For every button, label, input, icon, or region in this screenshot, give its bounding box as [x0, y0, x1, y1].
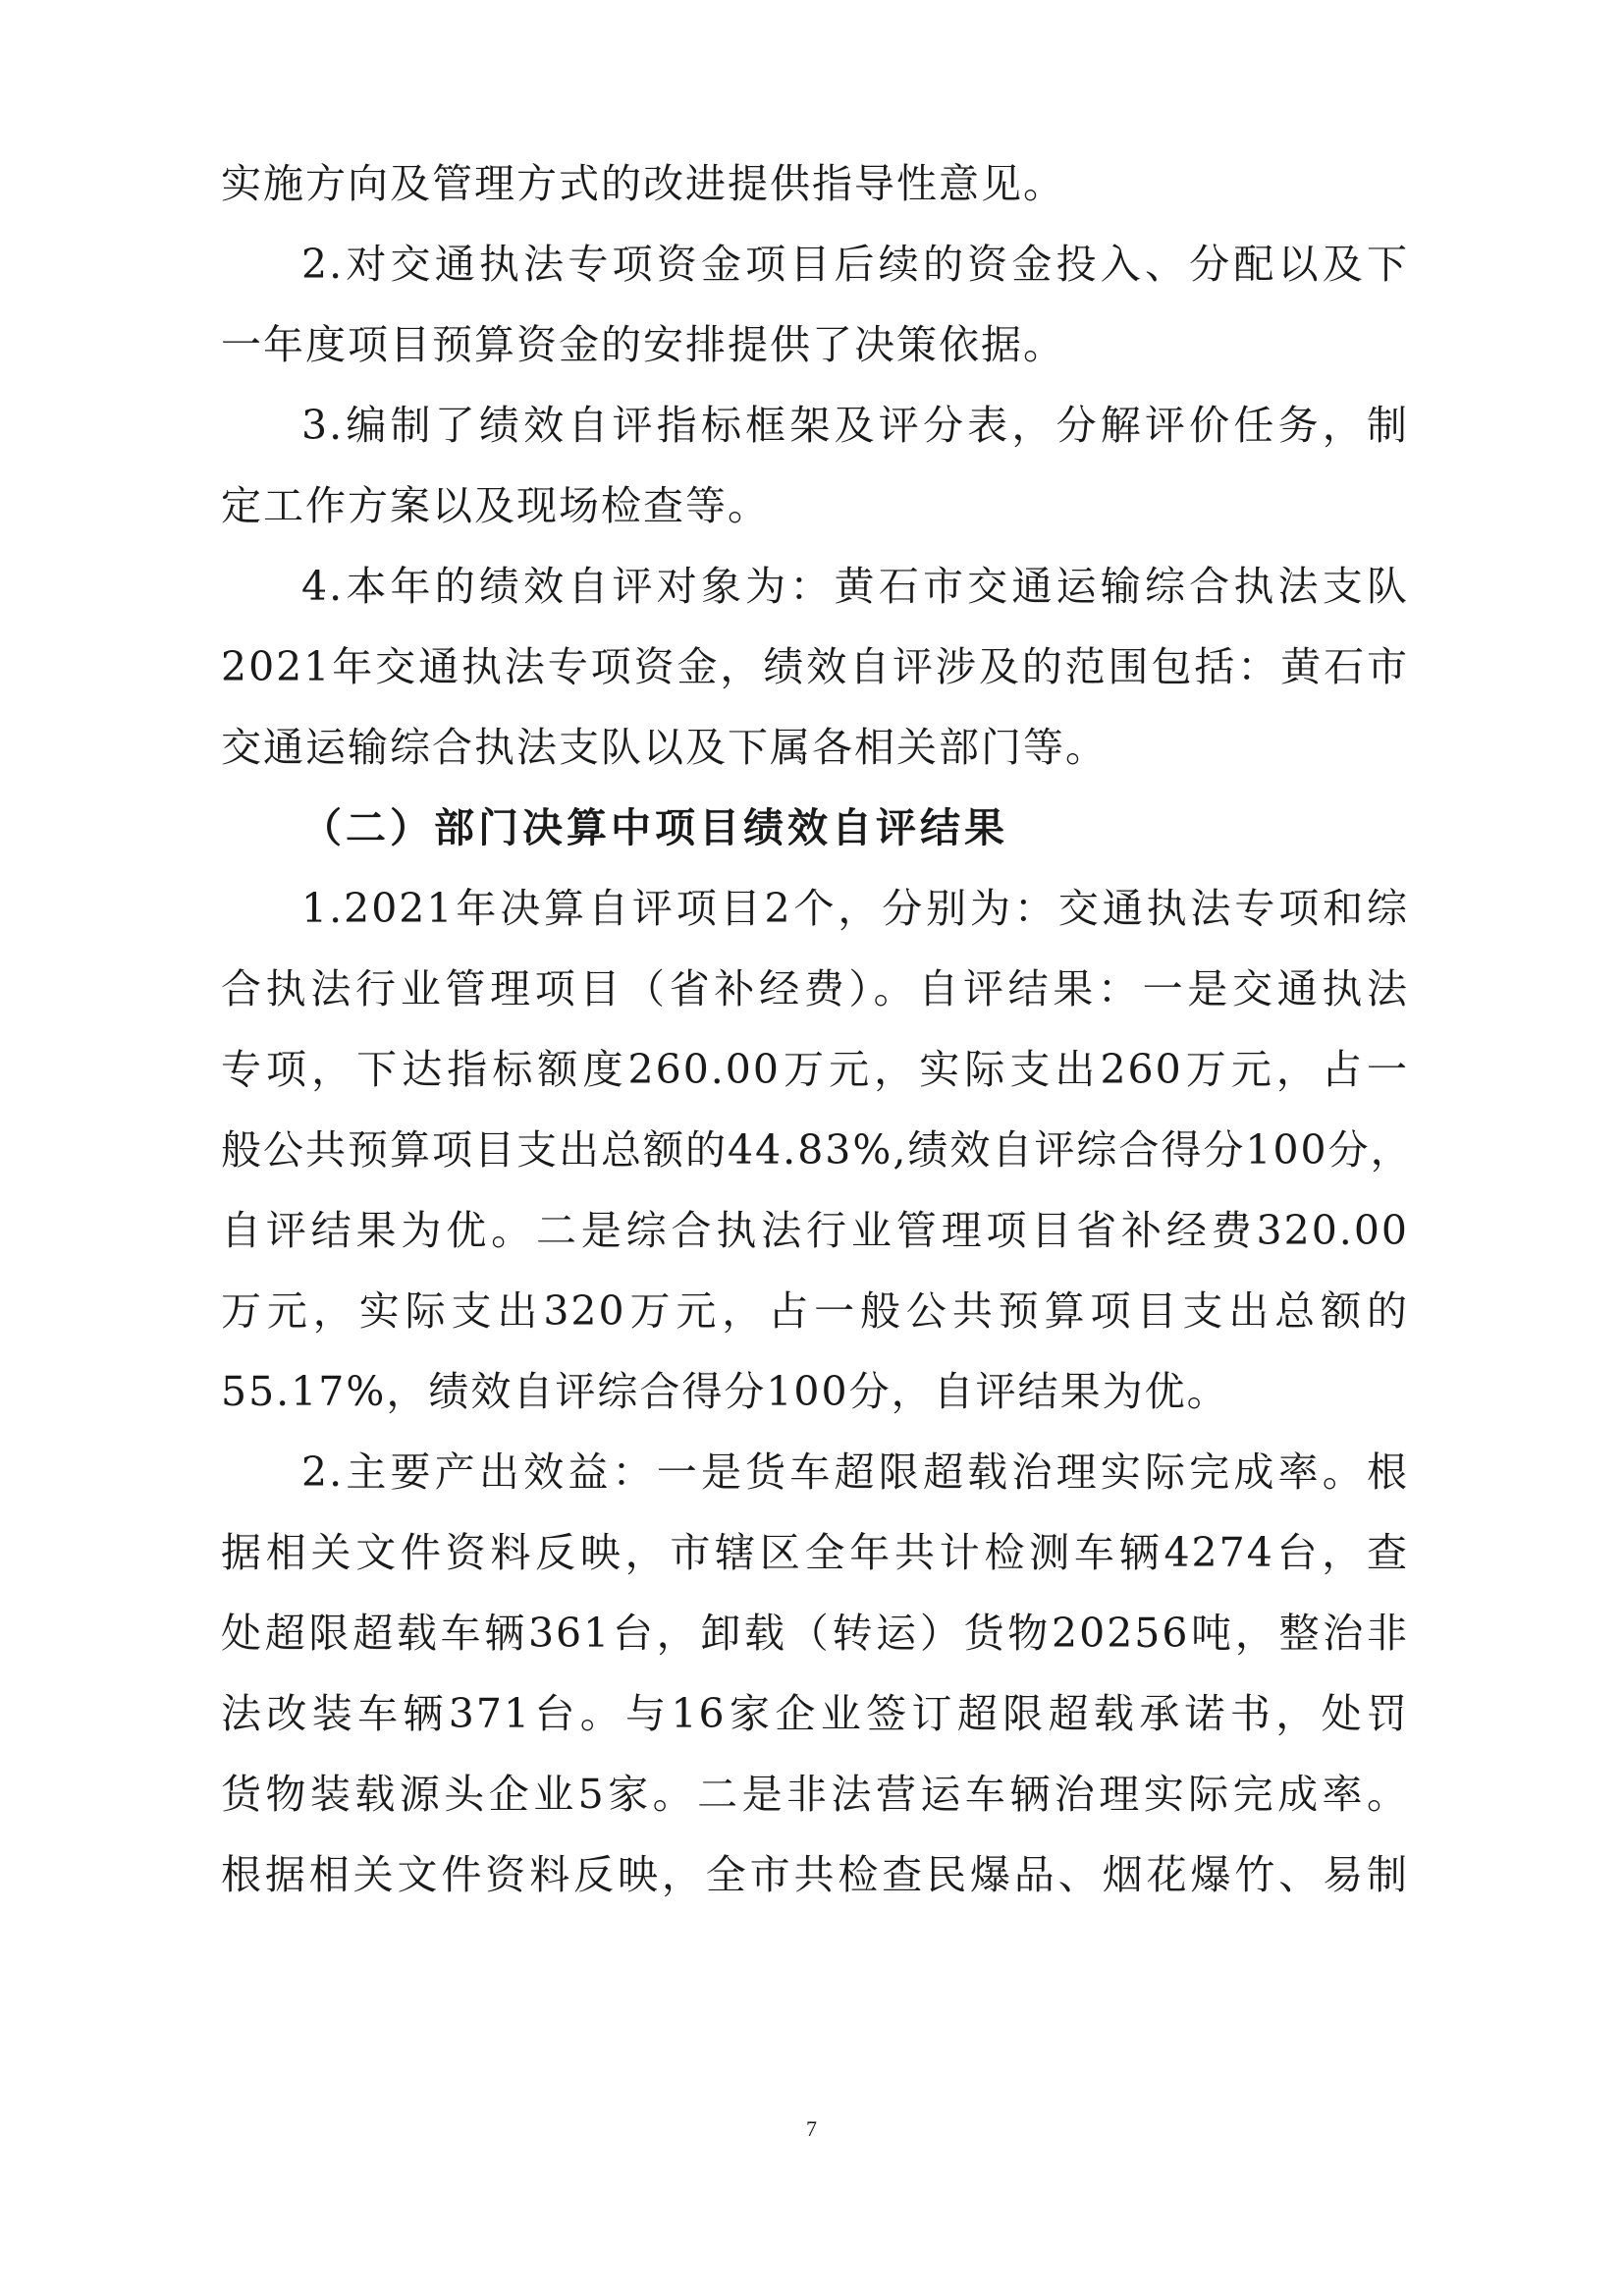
section-heading: （二）部门决算中项目绩效自评结果 [301, 804, 1008, 851]
text-line: 2.对交通执法专项资金项目后续的资金投入、分配以及下 [301, 241, 1409, 288]
text-line: 交通运输综合执法支队以及下属各相关部门等。 [221, 724, 1108, 771]
text-line: 2.主要产出效益：一是货车超限超载治理实际完成率。根 [301, 1449, 1409, 1496]
text-line: 货物装载源头企业5家。二是非法营运车辆治理实际完成率。 [221, 1771, 1409, 1818]
text-line: 根据相关文件资料反映，全市共检查民爆品、烟花爆竹、易制 [221, 1851, 1409, 1898]
text-line: 合执法行业管理项目（省补经费）。自评结果：一是交通执法 [221, 965, 1409, 1012]
text-line: 般公共预算项目支出总额的44.83%,绩效自评综合得分100分， [221, 1126, 1413, 1174]
text-line: 4.本年的绩效自评对象为：黄石市交通运输综合执法支队 [301, 563, 1409, 610]
page-number: 7 [806, 2116, 817, 2141]
text-line: 1.2021年决算自评项目2个，分别为：交通执法专项和综 [301, 885, 1409, 932]
text-line: 据相关文件资料反映，市辖区全年共计检测车辆4274台，查 [221, 1529, 1409, 1576]
text-line: 处超限超载车辆361台，卸载（转运）货物20256吨，整治非 [221, 1610, 1409, 1657]
text-line: 自评结果为优。二是综合执法行业管理项目省补经费320.00 [221, 1207, 1409, 1254]
text-line: 2021年交通执法专项资金，绩效自评涉及的范围包括：黄石市 [221, 643, 1409, 690]
text-line: 55.17%，绩效自评综合得分100分，自评结果为优。 [221, 1368, 1229, 1415]
text-line: 一年度项目预算资金的安排提供了决策依据。 [221, 321, 1065, 368]
text-line: 万元，实际支出320万元，占一般公共预算项目支出总额的 [221, 1287, 1409, 1335]
text-line: 法改装车辆371台。与16家企业签订超限超载承诺书，处罚 [221, 1690, 1409, 1737]
text-line: 3.编制了绩效自评指标框架及评分表，分解评价任务，制 [301, 402, 1409, 449]
text-line: 实施方向及管理方式的改进提供指导性意见。 [221, 160, 1065, 207]
text-line: 专项，下达指标额度260.00万元，实际支出260万元，占一 [221, 1046, 1409, 1093]
text-line: 定工作方案以及现场检查等。 [221, 482, 770, 529]
